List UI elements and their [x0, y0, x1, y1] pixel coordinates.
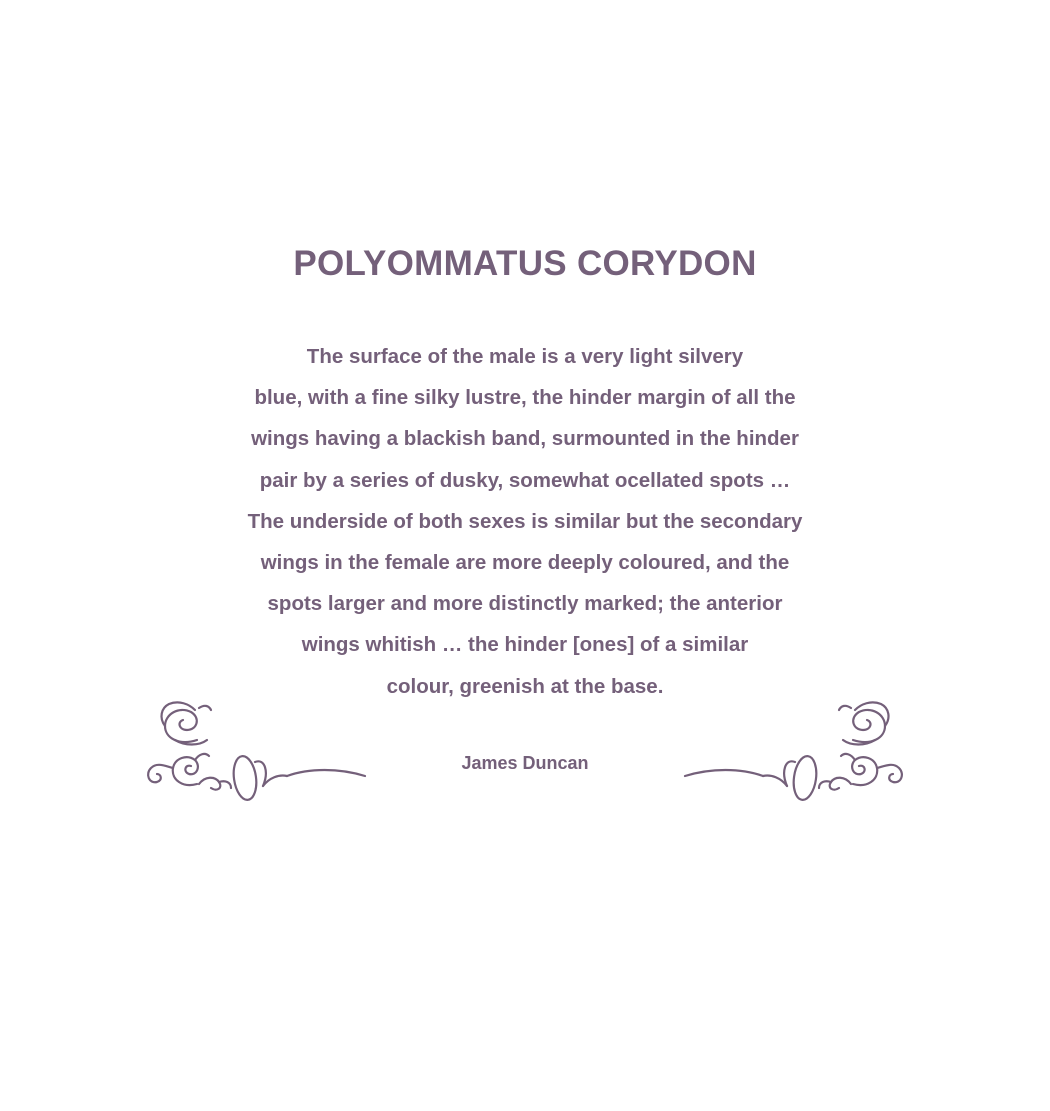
- quote-line: The underside of both sexes is similar but the secondary: [247, 509, 803, 533]
- quote-body: [200, 336, 850, 707]
- scroll-flourish-icon: [681, 696, 911, 806]
- page-title: POLYOMMATUS CORYDON: [293, 244, 757, 283]
- quote-line: The surface of the male is a very light silvery: [306, 345, 744, 368]
- attribution: James Duncan: [461, 753, 589, 773]
- quote-line: pair by a series of dusky, somewhat ocellated spots …: [259, 468, 791, 492]
- right-flourish-ornament: [681, 696, 911, 806]
- quote-line: wings whitish … the hinder [ones] of a similar: [301, 633, 749, 657]
- quote-line: colour, greenish at the base.: [386, 674, 664, 698]
- quote-line: wings in the female are more deeply coloured, and the: [260, 551, 790, 575]
- quote-line: wings having a blackish band, surmounted in the hinder: [251, 427, 799, 451]
- scroll-flourish-icon: [139, 696, 369, 806]
- left-flourish-ornament: [139, 696, 369, 806]
- quote-line: spots larger and more distinctly marked; the anterior: [267, 592, 783, 616]
- quote-line: blue, with a fine silky lustre, the hinder margin of all the: [254, 386, 796, 410]
